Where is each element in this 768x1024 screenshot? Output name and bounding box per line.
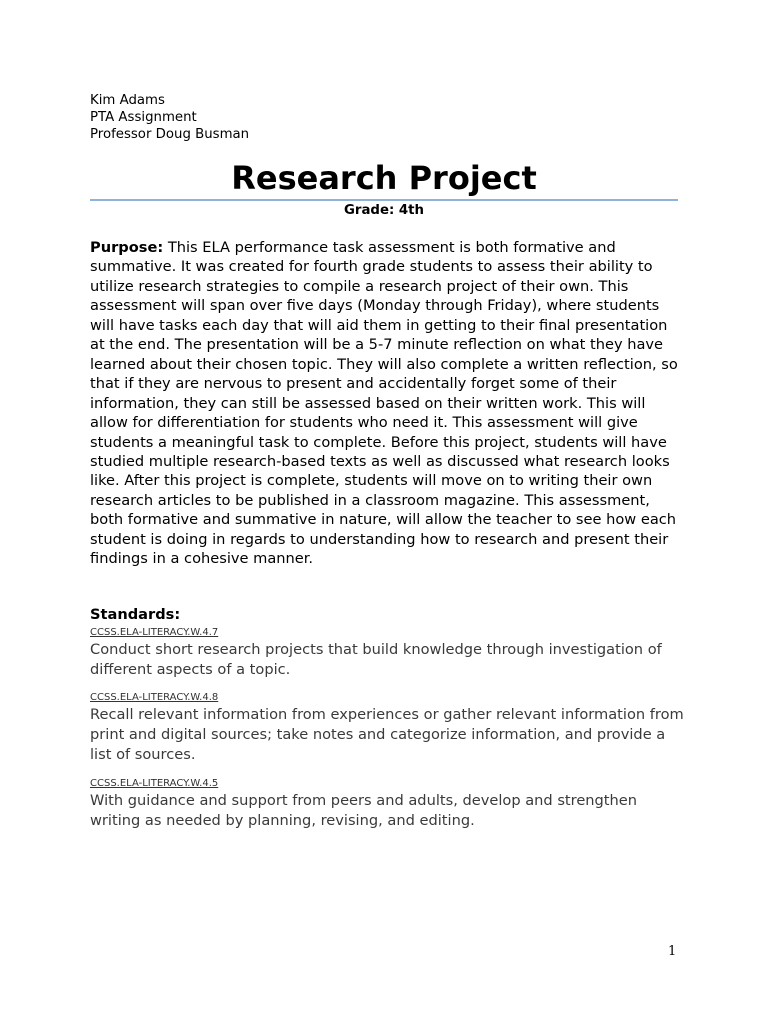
standard-description: With guidance and support from peers and adults, develop and strengthen writing as needed by planning, revising, and editing. xyxy=(90,792,638,829)
standard-item xyxy=(90,691,690,765)
standard-description: Conduct short research projects that build knowledge through investigation of different aspects of a topic. xyxy=(90,641,662,678)
standard-item xyxy=(90,626,690,680)
grade-subtitle: Grade: 4th xyxy=(343,203,424,218)
page-number: 1 xyxy=(668,944,677,959)
purpose-label: Purpose: xyxy=(90,239,164,256)
standards-heading: Standards: xyxy=(90,606,181,623)
author-header xyxy=(90,92,249,143)
standard-item xyxy=(90,777,690,831)
standard-code-link[interactable]: CCSS.ELA-LITERACY.W.4.8 xyxy=(90,692,219,703)
standard-code-link[interactable]: CCSS.ELA-LITERACY.W.4.5 xyxy=(90,778,219,789)
assignment-name: PTA Assignment xyxy=(90,110,197,125)
professor-name: Professor Doug Busman xyxy=(90,127,250,142)
standard-description: Recall relevant information from experiences or gather relevant information from print and digital sources; take notes and categorize information, and provide a list of sources. xyxy=(90,706,684,763)
standard-code-link[interactable]: CCSS.ELA-LITERACY.W.4.7 xyxy=(90,627,219,638)
purpose-paragraph xyxy=(90,238,678,569)
purpose-text: This ELA performance task assessment is both formative and summative. It was created for fourth grade students to assess their ability to utilize research strategies to compile a research project of their own. This assessment will span over five days (Monday through Friday), where students will have tasks each day that will aid them in getting to their final presentation at the end. The presentation will be a 5-7 minute reflection on what they have learned about their chosen topic. They will also complete a written reflection, so that if they are nervous to present and accidentally forget some of their information, they can still be assessed based on their written work. This will allow for differentiation for students who need it. This assessment will give students a meaningful task to complete. Before this project, students will have studied multiple research-based texts as well as discussed what research looks like. After this project is complete, students will move on to writing their own research articles to be published in a classroom magazine. This assessment, both formative and summative in nature, will allow the teacher to see how each student is doing in regards to understanding how to research and present their findings in a cohesive manner. xyxy=(90,239,678,568)
document-title: Research Project xyxy=(231,159,537,197)
title-underline-rule xyxy=(90,199,678,201)
author-name: Kim Adams xyxy=(90,93,165,108)
